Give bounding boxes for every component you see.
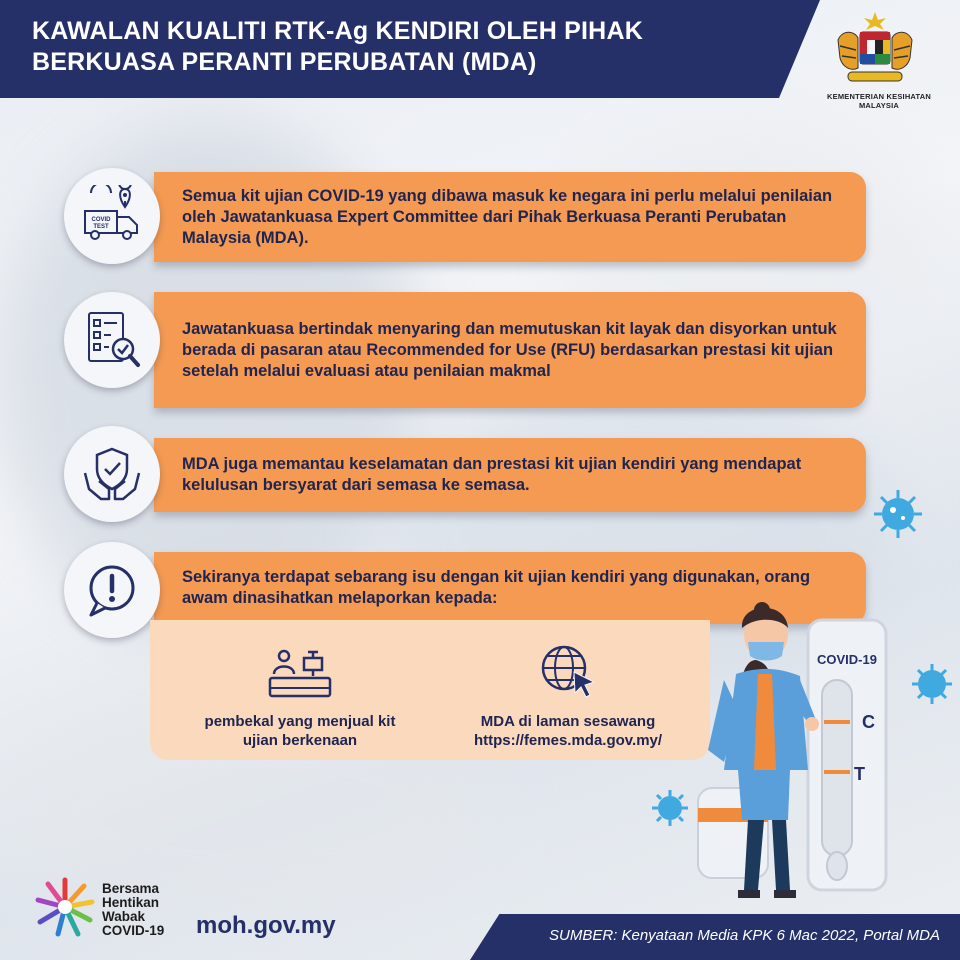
bersama-hentikan-wabak-logo-icon xyxy=(34,876,96,938)
icon-badge-4 xyxy=(64,542,160,638)
control-line-label: C xyxy=(862,712,875,732)
info-bar-1 xyxy=(154,172,866,262)
svg-text:TEST: TEST xyxy=(93,224,109,230)
source-citation: SUMBER: Kenyataan Media KPK 6 Mac 2022, Portal MDA xyxy=(548,927,940,944)
covid-test-truck-icon xyxy=(81,185,143,247)
info-text-1: Semua kit ujian COVID-19 yang dibawa masuk ke negara ini perlu melalui penilaian oleh Jawatankuasa Expert Committee dari Pihak Berkuasa Peranti Perubatan Malaysia (MDA). xyxy=(182,186,833,247)
test-kit-label: COVID-19 xyxy=(817,652,877,667)
shield-hands-icon xyxy=(81,443,143,505)
exclamation-icon xyxy=(81,559,143,621)
icon-badge-2 xyxy=(64,292,160,388)
info-bar-2 xyxy=(154,292,866,408)
test-line-label: T xyxy=(854,764,865,784)
info-text-2: Jawatankuasa bertindak menyaring dan memutuskan kit layak dan disyorkan untuk berada di pasaran atau Recommended for Use (RFU) berdasarkan prestasi kit ujian setelah melalui evaluasi atau penilaian makmal xyxy=(182,319,837,380)
info-text-4: Sekiranya terdapat sebarang isu dengan kit ujian kendiri yang digunakan, orang awam dinasihatkan melaporkan kepada: xyxy=(182,568,811,607)
info-text-3: MDA juga memantau keselamatan dan prestasi kit ujian kendiri yang mendapat kelulusan bersyarat dari semasa ke semasa. xyxy=(182,455,802,494)
page-title: KAWALAN KUALITI RTK-Ag KENDIRI OLEH PIHAK BERKUASA PERANTI PERUBATAN (MDA) xyxy=(32,17,643,76)
virus-icon xyxy=(652,790,688,826)
svg-text:COVID: COVID xyxy=(91,217,111,223)
checklist-magnifier-icon xyxy=(81,309,143,371)
contact-website-label: MDA di laman sesawang https://femes.mda.gov.my/ xyxy=(473,713,663,749)
contact-seller xyxy=(190,648,410,750)
icon-badge-1 xyxy=(64,168,160,264)
virus-icon xyxy=(912,664,952,704)
website-link[interactable]: moh.gov.my xyxy=(196,912,336,939)
virus-icon xyxy=(874,490,922,538)
contact-seller-label: pembekal yang menjual kit ujian berkenaan xyxy=(204,713,396,749)
crest-caption: KEMENTERIAN KESIHATAN MALAYSIA xyxy=(827,92,931,110)
globe-cursor-icon xyxy=(538,642,598,700)
malaysia-coat-of-arms-icon xyxy=(832,10,918,88)
campaign-slogan: Bersama Hentikan Wabak COVID-19 xyxy=(102,881,165,938)
seller-counter-icon xyxy=(266,648,334,700)
health-worker-illustration xyxy=(640,470,960,910)
icon-badge-3 xyxy=(64,426,160,522)
contact-panel xyxy=(150,620,710,760)
